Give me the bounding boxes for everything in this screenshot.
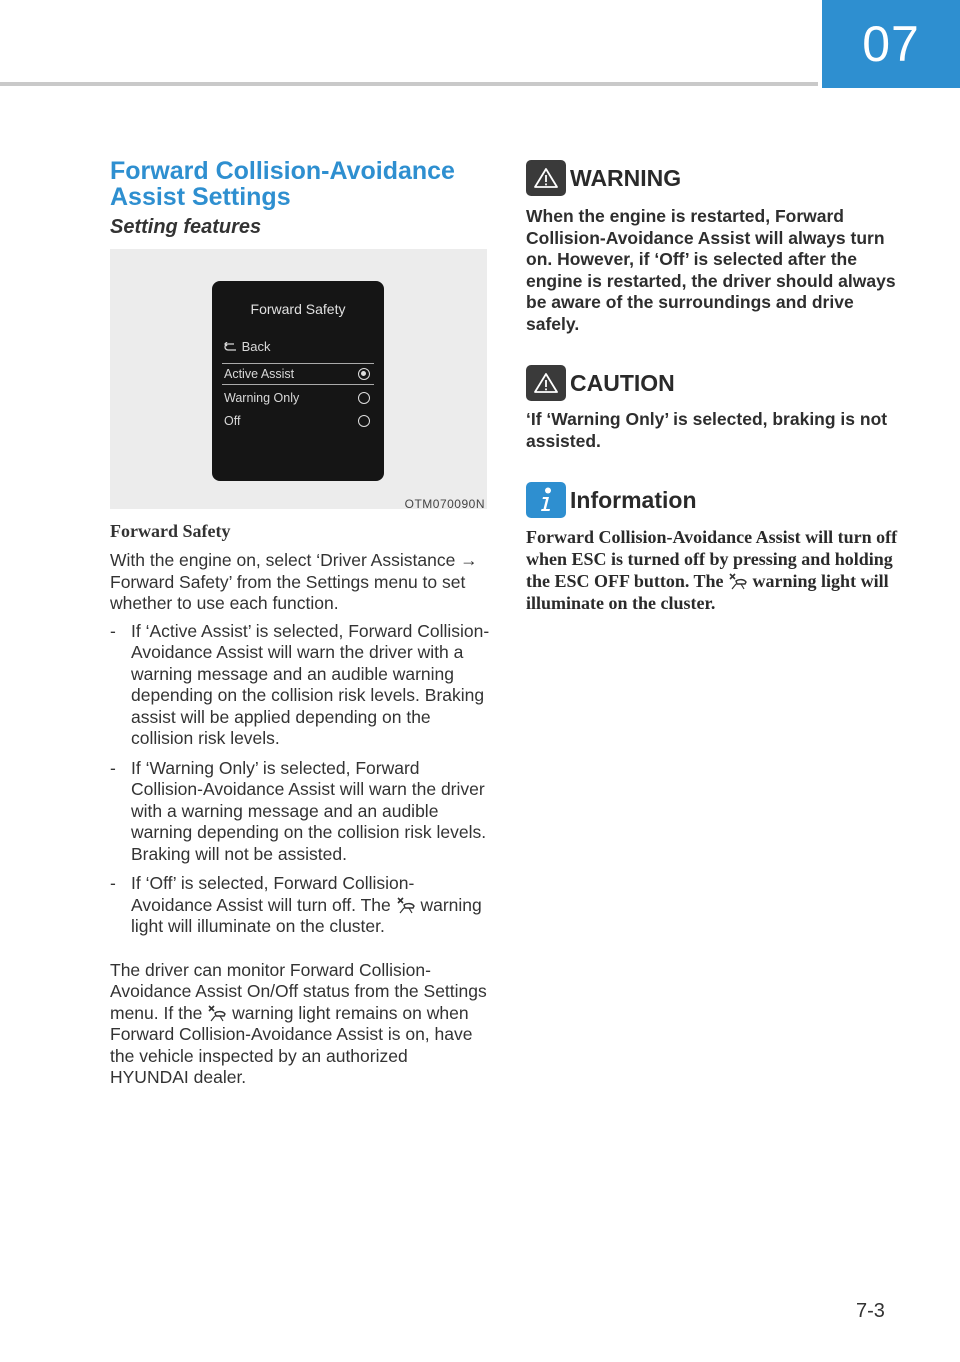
caution-label: CAUTION	[570, 369, 675, 396]
warning-notice	[526, 160, 906, 335]
warning-header	[526, 160, 906, 196]
information-header	[526, 482, 906, 518]
warning-triangle-icon	[526, 160, 566, 196]
section-title-line1: Forward Collision-Avoidance	[110, 157, 455, 185]
option-warning-only	[222, 387, 374, 409]
back-arrow-icon	[224, 342, 238, 352]
bullet-text: If ‘Warning Only’ is selected, Forward Collision-Avoidance Assist will warn the driver with a warning message and an audible warning depending on the collision risk levels. Braking will not be assisted.	[131, 757, 487, 864]
option-label: Warning Only	[224, 391, 300, 405]
right-column	[526, 160, 906, 614]
option-label: Off	[224, 414, 241, 428]
warning-label: WARNING	[570, 164, 682, 191]
forward-safety-intro: With the engine on, select ‘Driver Assistance → Forward Safety’ from the Settings menu to set whether to use each function.	[110, 550, 478, 613]
monitor-text-pre: The driver can monitor Forward Collision-Avoidance Assist On/Off status from the Settings menu. If the	[110, 959, 487, 1023]
bullet-text-post: warning light will illuminate on the cluster.	[131, 894, 482, 936]
back-item	[224, 339, 271, 354]
warning-triangle-icon	[526, 365, 566, 401]
section-subtitle: Setting features	[110, 216, 262, 238]
caution-notice	[526, 365, 906, 452]
information-text-pre: Forward Collision-Avoidance Assist will turn off when ESC is turned off by pressing and holding the ESC OFF button. The	[526, 527, 898, 591]
option-off	[222, 410, 374, 432]
option-bullets	[110, 621, 490, 938]
bullet-item: - If ‘Active Assist’ is selected, Forward Collision-Avoidance Assist will warn the driver with a warning message and an audible warning depending on the collision risk levels. Braking assist will be applied depending on the collision risk levels.	[110, 620, 490, 748]
radio-unselected-icon	[358, 392, 370, 404]
back-label: Back	[241, 339, 271, 354]
screen-title: Forward Safety	[250, 301, 346, 317]
left-column	[110, 158, 490, 1089]
radio-selected-icon	[358, 368, 370, 380]
settings-figure	[110, 249, 487, 509]
bullet-text: If ‘Active Assist’ is selected, Forward Collision-Avoidance Assist will warn the driver with a warning message and an audible warning depending on the collision risk levels. Braking assist will be applied depending on the collision risk levels.	[131, 620, 490, 748]
page-number: 7-3	[856, 1300, 885, 1322]
forward-collision-warning-icon	[396, 896, 416, 914]
info-icon	[526, 482, 566, 518]
figure-code: OTM070090N	[404, 497, 485, 511]
header-rule	[0, 82, 818, 86]
warning-text: When the engine is restarted, Forward Collision-Avoidance Assist will always turn on. However, if ‘Off’ is selected after the engine is restarted, the driver should always be aware of the surroundings and drive safely.	[526, 206, 896, 334]
bullet-text-pre: If ‘Off’ is selected, Forward Collision-Avoidance Assist will turn off. The	[131, 873, 415, 915]
section-title-line2: Assist Settings	[110, 183, 291, 211]
option-label: Active Assist	[224, 367, 295, 381]
information-text-post: warning light will illuminate on the cluster.	[526, 571, 889, 613]
forward-safety-heading: Forward Safety	[110, 521, 231, 541]
forward-collision-warning-icon	[728, 572, 748, 590]
information-text	[526, 526, 906, 614]
bullet-item: - If ‘Off’ is selected, Forward Collision-Avoidance Assist will turn off. The warning light will illuminate on the cluster.	[110, 873, 482, 936]
caution-text: ‘If ‘Warning Only’ is selected, braking is not assisted.	[526, 409, 888, 451]
information-notice	[526, 482, 906, 614]
caution-header	[526, 365, 906, 401]
monitor-paragraph	[110, 960, 490, 1089]
cluster-screen	[212, 281, 384, 481]
chapter-tab: 07	[822, 0, 960, 88]
monitor-text-post: warning light remains on when Forward Collision-Avoidance Assist is on, have the vehicle inspected by an authorized HYUNDAI dealer.	[110, 1002, 473, 1087]
option-active-assist	[222, 363, 374, 385]
forward-collision-warning-icon	[207, 1004, 227, 1022]
information-label: Information	[570, 486, 697, 513]
radio-unselected-icon	[358, 415, 370, 427]
section-title	[110, 158, 490, 210]
bullet-item: - If ‘Warning Only’ is selected, Forward Collision-Avoidance Assist will warn the driver with a warning message and an audible warning depending on the collision risk levels. Braking will not be assisted.	[110, 757, 487, 864]
